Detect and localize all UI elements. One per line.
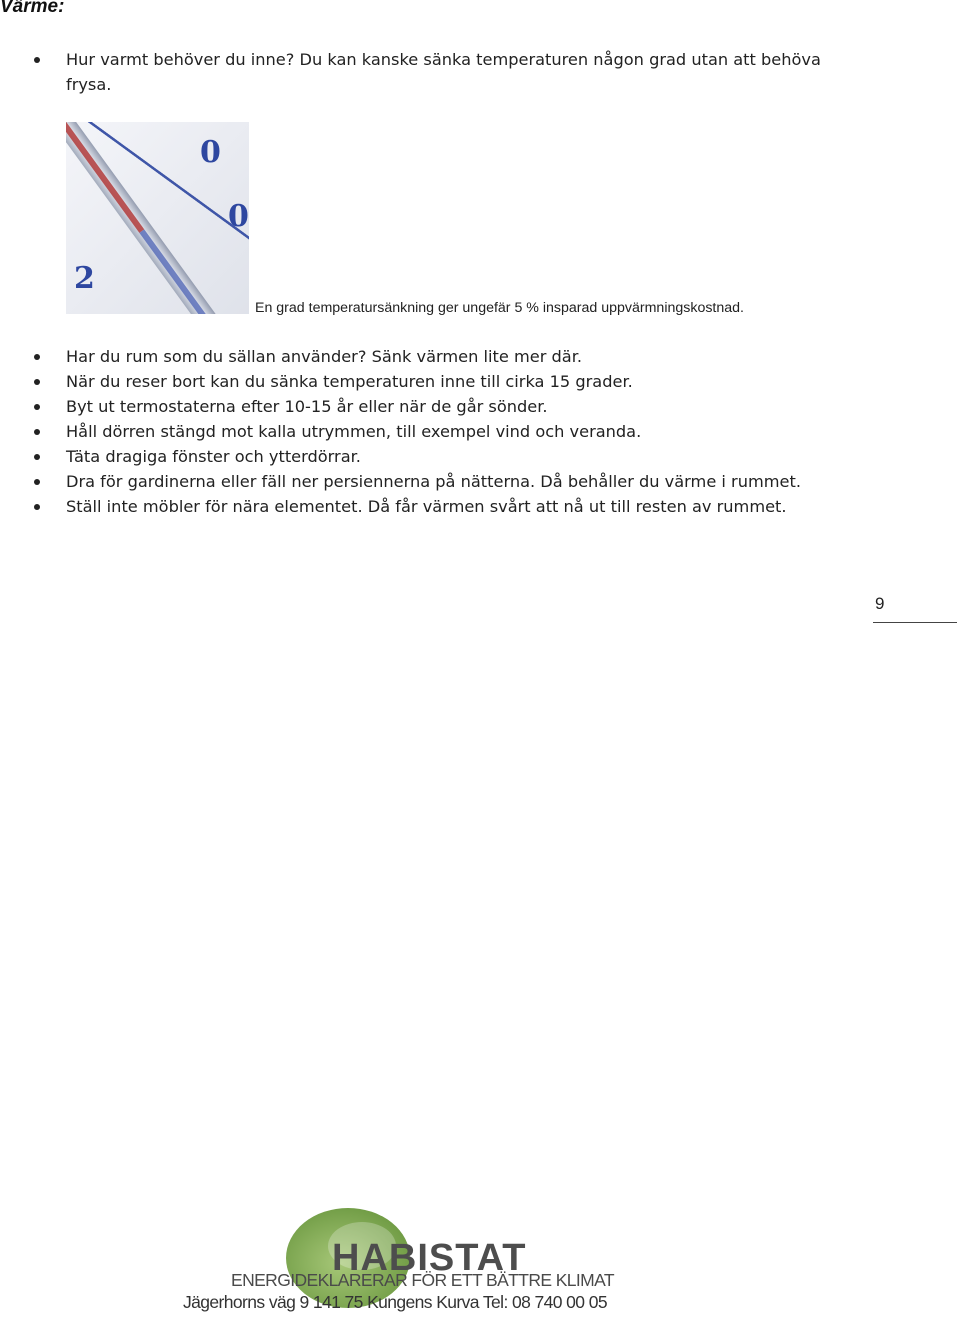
list-item: Byt ut termostaterna efter 10-15 år eller när de går sönder. bbox=[0, 394, 900, 419]
scale-label: 0 bbox=[200, 135, 221, 170]
intro-bullet-list bbox=[0, 47, 860, 97]
thermometer-image bbox=[66, 122, 249, 314]
scale-label: 0 bbox=[228, 199, 249, 234]
logo-wordmark: HABISTAT bbox=[332, 1237, 526, 1279]
list-item: Täta dragiga fönster och ytterdörrar. bbox=[0, 444, 900, 469]
footer-tagline: ENERGIDEKLARERAR FÖR ETT BÄTTRE KLIMAT bbox=[231, 1270, 614, 1291]
list-item: Har du rum som du sällan använder? Sänk värmen lite mer där. bbox=[0, 344, 900, 369]
list-item: När du reser bort kan du sänka temperaturen inne till cirka 15 grader. bbox=[0, 369, 900, 394]
figure-caption: En grad temperatursänkning ger ungefär 5 % insparad uppvärmningskostnad. bbox=[255, 300, 744, 316]
section-heading: Värme: bbox=[0, 0, 64, 18]
page-number: 9 bbox=[875, 594, 884, 614]
list-item: Håll dörren stängd mot kalla utrymmen, till exempel vind och veranda. bbox=[0, 419, 900, 444]
list-item: Ställ inte möbler för nära elementet. Då får värmen svårt att nå ut till resten av rummet. bbox=[0, 494, 900, 519]
page-number-rule bbox=[873, 622, 957, 623]
footer-address: Jägerhorns väg 9 141 75 Kungens Kurva Tel: 08 740 00 05 bbox=[183, 1292, 607, 1313]
thermometer-illustration bbox=[66, 122, 249, 314]
list-item: Dra för gardinerna eller fäll ner persiennerna på nätterna. Då behåller du värme i rummet. bbox=[0, 469, 900, 494]
list-item: Hur varmt behöver du inne? Du kan kanske sänka temperaturen någon grad utan att behöva frysa. bbox=[0, 47, 860, 97]
tips-bullet-list bbox=[0, 344, 900, 519]
scale-label: 2 bbox=[74, 261, 95, 296]
